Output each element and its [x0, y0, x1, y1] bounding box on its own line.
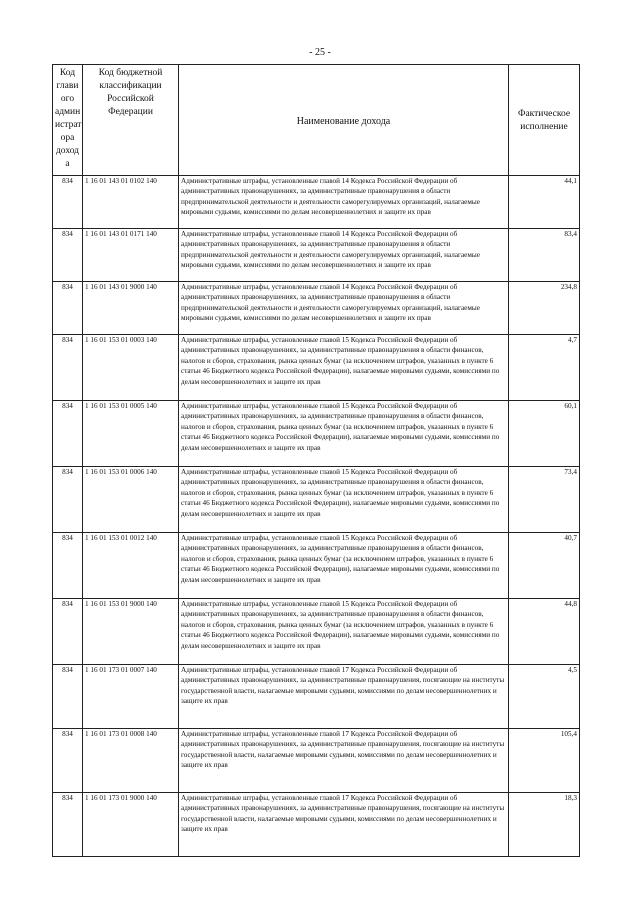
cell-actual: 105,4	[509, 729, 580, 793]
page-number: - 25 -	[309, 47, 331, 58]
cell-admin-code: 834	[53, 176, 83, 229]
table-row	[53, 793, 580, 857]
income-name-text: Административные штрафы, установленные главой 15 Кодекса Российской Федерации об административных правонарушениях, за административные правонарушения в области финансов, налогов и сборов, страхования, рынка ценных бумаг (за исключением штрафов, указанных в пункте 6 статьи 46 Бюджетного кодекса Российской Федерации), налагаемые мировыми судьями, комиссиями по делам несовершеннолетних и защите их прав	[181, 468, 500, 518]
income-name-text: Административные штрафы, установленные главой 14 Кодекса Российской Федерации об административных правонарушениях, за административные правонарушения в области предпринимательской деятельности и деятельности саморегулируемых организаций, налагаемые мировыми судьями, комиссиями по делам несовершеннолетних и защите их прав	[181, 230, 480, 270]
cell-kbk: 1 16 01 153 01 0003 140	[83, 335, 179, 401]
income-name-text: Административные штрафы, установленные главой 15 Кодекса Российской Федерации об административных правонарушениях, за административные правонарушения в области финансов, налогов и сборов, страхования, рынка ценных бумаг (за исключением штрафов, указанных в пункте 6 статьи 46 Бюджетного кодекса Российской Федерации), налагаемые мировыми судьями, комиссиями по делам несовершеннолетних и защите их прав	[181, 402, 500, 452]
cell-income-name	[179, 599, 509, 665]
cell-income-name	[179, 533, 509, 599]
cell-kbk: 1 16 01 173 01 0008 140	[83, 729, 179, 793]
cell-admin-code: 834	[53, 533, 83, 599]
cell-income-name	[179, 229, 509, 282]
cell-admin-code: 834	[53, 229, 83, 282]
income-name-text: Административные штрафы, установленные главой 17 Кодекса Российской Федерации об административных правонарушениях, за административные правонарушения, посягающие на институты государственной власти, налагаемые мировыми судьями, комиссиями по делам несовершеннолетних и защите их прав	[181, 794, 505, 834]
cell-admin-code: 834	[53, 793, 83, 857]
cell-actual: 4,7	[509, 335, 580, 401]
header-actual: Фактическое исполнение	[509, 65, 580, 176]
cell-actual: 83,4	[509, 229, 580, 282]
cell-actual: 44,8	[509, 599, 580, 665]
cell-actual: 73,4	[509, 467, 580, 533]
cell-actual: 44,1	[509, 176, 580, 229]
table-row	[53, 599, 580, 665]
cell-admin-code: 834	[53, 401, 83, 467]
cell-kbk: 1 16 01 173 01 0007 140	[83, 665, 179, 729]
cell-income-name	[179, 467, 509, 533]
cell-admin-code: 834	[53, 599, 83, 665]
cell-kbk: 1 16 01 153 01 0012 140	[83, 533, 179, 599]
cell-income-name	[179, 665, 509, 729]
header-admin-code: Код глави ого админ истрат ора доход а	[53, 65, 83, 176]
cell-kbk: 1 16 01 153 01 9000 140	[83, 599, 179, 665]
income-name-text: Административные штрафы, установленные главой 17 Кодекса Российской Федерации об административных правонарушениях, за административные правонарушения, посягающие на институты государственной власти, налагаемые мировыми судьями, комиссиями по делам несовершеннолетних и защите их прав	[181, 730, 505, 770]
cell-kbk: 1 16 01 143 01 0171 140	[83, 229, 179, 282]
income-name-text: Административные штрафы, установленные главой 15 Кодекса Российской Федерации об административных правонарушениях, за административные правонарушения в области финансов, налогов и сборов, страхования, рынка ценных бумаг (за исключением штрафов, указанных в пункте 6 статьи 46 Бюджетного кодекса Российской Федерации), налагаемые мировыми судьями, комиссиями по делам несовершеннолетних и защите их прав	[181, 336, 500, 386]
income-name-text: Административные штрафы, установленные главой 14 Кодекса Российской Федерации об административных правонарушениях, за административные правонарушения в области предпринимательской деятельности и деятельности саморегулируемых организаций, налагаемые мировыми судьями, комиссиями по делам несовершеннолетних и защите их прав	[181, 283, 480, 323]
cell-actual: 18,3	[509, 793, 580, 857]
income-name-text: Административные штрафы, установленные главой 15 Кодекса Российской Федерации об административных правонарушениях, за административные правонарушения в области финансов, налогов и сборов, страхования, рынка ценных бумаг (за исключением штрафов, указанных в пункте 6 статьи 46 Бюджетного кодекса Российской Федерации), налагаемые мировыми судьями, комиссиями по делам несовершеннолетних и защите их прав	[181, 534, 500, 584]
table-row	[53, 467, 580, 533]
table-row	[53, 282, 580, 335]
cell-actual: 60,1	[509, 401, 580, 467]
cell-admin-code: 834	[53, 467, 83, 533]
table-row	[53, 335, 580, 401]
cell-actual: 234,8	[509, 282, 580, 335]
table-row	[53, 401, 580, 467]
table-row	[53, 533, 580, 599]
cell-kbk: 1 16 01 143 01 0102 140	[83, 176, 179, 229]
header-kbk: Код бюджетной классификации Российской Федерации	[83, 65, 179, 176]
cell-income-name	[179, 282, 509, 335]
cell-kbk: 1 16 01 153 01 0005 140	[83, 401, 179, 467]
cell-income-name	[179, 401, 509, 467]
cell-income-name	[179, 176, 509, 229]
income-name-text: Административные штрафы, установленные главой 15 Кодекса Российской Федерации об административных правонарушениях, за административные правонарушения в области финансов, налогов и сборов, страхования, рынка ценных бумаг (за исключением штрафов, указанных в пункте 6 статьи 46 Бюджетного кодекса Российской Федерации), налагаемые мировыми судьями, комиссиями по делам несовершеннолетних и защите их прав	[181, 600, 500, 650]
cell-kbk: 1 16 01 143 01 9000 140	[83, 282, 179, 335]
table-row	[53, 665, 580, 729]
cell-admin-code: 834	[53, 335, 83, 401]
cell-kbk: 1 16 01 173 01 9000 140	[83, 793, 179, 857]
cell-admin-code: 834	[53, 282, 83, 335]
cell-admin-code: 834	[53, 729, 83, 793]
income-name-text: Административные штрафы, установленные главой 17 Кодекса Российской Федерации об административных правонарушениях, за административные правонарушения, посягающие на институты государственной власти, налагаемые мировыми судьями, комиссиями по делам несовершеннолетних и защите их прав	[181, 666, 505, 706]
income-name-text: Административные штрафы, установленные главой 14 Кодекса Российской Федерации об административных правонарушениях, за административные правонарушения в области предпринимательской деятельности и деятельности саморегулируемых организаций, налагаемые мировыми судьями, комиссиями по делам несовершеннолетних и защите их прав	[181, 177, 480, 217]
cell-actual: 4,5	[509, 665, 580, 729]
cell-income-name	[179, 335, 509, 401]
header-income-name: Наименование дохода	[179, 65, 509, 176]
table-body	[53, 176, 580, 857]
cell-actual: 40,7	[509, 533, 580, 599]
income-table	[52, 64, 580, 857]
table-row	[53, 229, 580, 282]
cell-income-name	[179, 729, 509, 793]
cell-income-name	[179, 793, 509, 857]
table-row	[53, 176, 580, 229]
cell-kbk: 1 16 01 153 01 0006 140	[83, 467, 179, 533]
cell-admin-code: 834	[53, 665, 83, 729]
table-row	[53, 729, 580, 793]
table-header-row	[53, 65, 580, 176]
